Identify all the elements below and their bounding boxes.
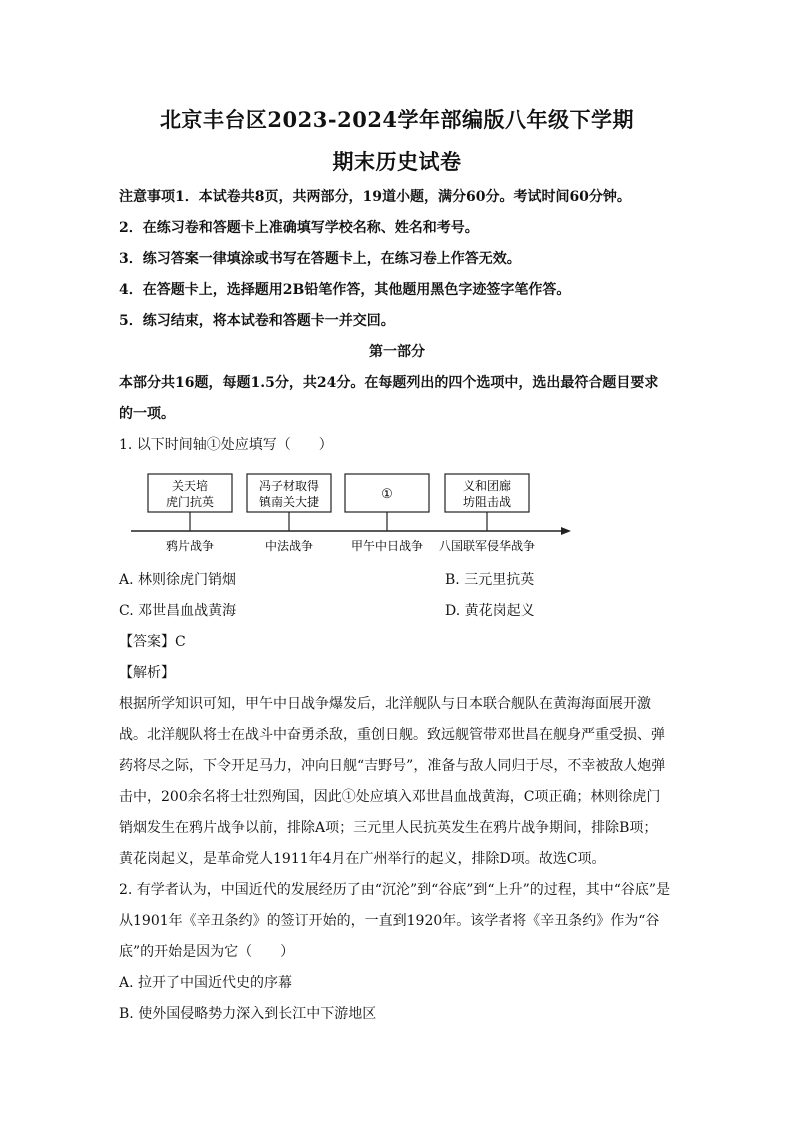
- timeline-label-1: 鸦片战争: [165, 539, 215, 553]
- q2-option-a: A. 拉开了中国近代史的序幕: [119, 975, 293, 991]
- timeline-box-4-line2: 坊阻击战: [462, 495, 512, 509]
- q1-stem: 1. 以下时间轴①处应填写（ ）: [119, 437, 333, 453]
- notice-5: 5．练习结束，将本试卷和答题卡一并交回。: [119, 313, 395, 329]
- q1-analysis-line-4: 击中，200余名将士壮烈殉国，因此①处应填入邓世昌血战黄海，C项正确；林则徐虎门: [119, 789, 661, 805]
- q1-analysis-line-6: 黄花岗起义，是革命党人1911年4月在广州举行的起义，排除D项。故选C项。: [119, 851, 606, 867]
- q1-analysis-line-5: 销烟发生在鸦片战争以前，排除A项；三元里人民抗英发生在鸦片战争期间，排除B项；: [119, 820, 658, 836]
- timeline-box-1-line2: 虎门抗英: [165, 495, 215, 509]
- q2-stem-line-1: 2. 有学者认为，中国近代的发展经历了由“沉沦”到“谷底”到“上升”的过程，其中“谷底”是: [119, 882, 671, 898]
- timeline-box-4-line1: 义和团廊: [462, 479, 512, 493]
- timeline-box-3-line1: ①: [381, 487, 393, 502]
- q2-stem-line-2: 从1901年《辛丑条约》的签订开始的，一直到1920年。该学者将《辛丑条约》作为“谷: [119, 913, 660, 929]
- q2-stem-line-3: 底”的开始是因为它（ ）: [119, 944, 295, 960]
- q1-analysis-label: 【解析】: [119, 665, 175, 681]
- q1-option-c: C. 邓世昌血战黄海: [119, 603, 237, 619]
- q2-option-b: B. 使外国侵略势力深入到长江中下游地区: [119, 1006, 377, 1022]
- timeline-label-3: 甲午中日战争: [350, 539, 424, 553]
- timeline-label-2: 中法战争: [264, 539, 314, 553]
- timeline-box-2-line1: 冯子材取得: [258, 479, 320, 493]
- q1-option-d: D. 黄花岗起义: [445, 603, 535, 619]
- q1-analysis-line-3: 药将尽之际，下令开足马力，冲向日舰“吉野号”，准备与敌人同归于尽，不幸被敌人炮弹: [119, 758, 666, 774]
- timeline-box-2-line2: 镇南关大捷: [258, 495, 320, 509]
- q1-analysis-line-1: 根据所学知识可知，甲午中日战争爆发后，北洋舰队与日本联合舰队在黄海海面展开激: [119, 696, 651, 712]
- notice-2: 2．在练习卷和答题卡上准确填写学校名称、姓名和考号。: [119, 220, 479, 236]
- timeline-label-4: 八国联军侵华战争: [438, 539, 536, 553]
- q1-answer: 【答案】C: [119, 634, 186, 650]
- exam-title: 北京丰台区2023-2024学年部编版八年级下学期: [159, 107, 635, 132]
- timeline-arrow-icon: [561, 527, 571, 535]
- q1-option-b: B. 三元里抗英: [445, 572, 535, 588]
- timeline-box-1-line1: 关天培: [171, 479, 209, 493]
- notice-4: 4．在答题卡上，选择题用2B铅笔作答，其他题用黑色字迹签字笔作答。: [119, 282, 571, 298]
- section-intro-2: 的一项。: [119, 406, 175, 422]
- exam-subtitle: 期末历史试卷: [332, 149, 462, 174]
- section-heading: 第一部分: [369, 344, 425, 360]
- q1-timeline: [125, 468, 575, 558]
- q1-option-a: A. 林则徐虎门销烟: [119, 572, 237, 588]
- notice-1: 注意事项1．本试卷共8页，共两部分，19道小题，满分60分。考试时间60分钟。: [119, 189, 631, 205]
- q1-analysis-line-2: 战。北洋舰队将士在战斗中奋勇杀敌，重创日舰。致远舰管带邓世昌在舰身严重受损、弹: [119, 727, 665, 743]
- notice-3: 3．练习答案一律填涂或书写在答题卡上，在练习卷上作答无效。: [119, 251, 521, 267]
- section-intro-1: 本部分共16题，每题1.5分，共24分。在每题列出的四个选项中，选出最符合题目要求: [119, 375, 659, 391]
